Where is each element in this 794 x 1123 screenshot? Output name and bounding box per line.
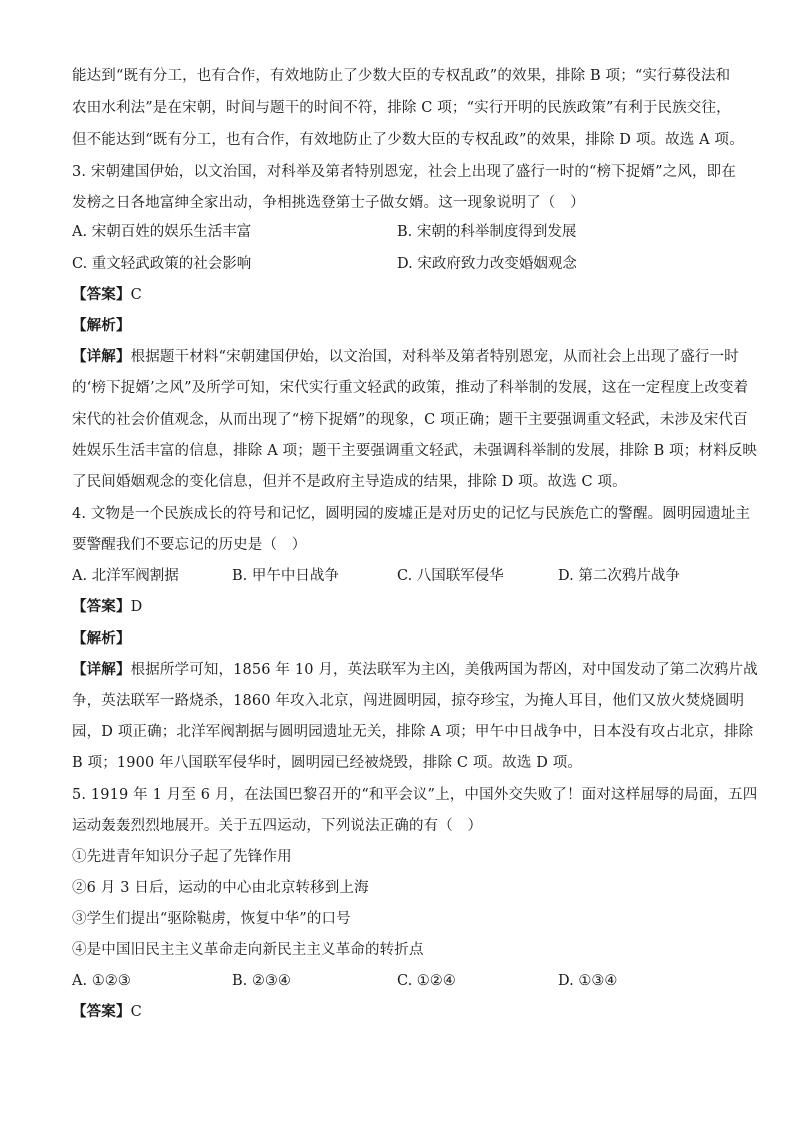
detail-tag: 【详解】	[72, 661, 131, 678]
question-5-stem: 5. 1919 年 1 月至 6 月，在法国巴黎召开的“和平会议”上，中国外交失败了！面对这样屈辱的局面，五四	[72, 787, 758, 803]
text-line: 争，英法联军一路烧杀，1860 年攻入北京，闯进圆明园，掠夺珍宝，为掩人耳目，他们又放火焚烧圆明	[72, 693, 745, 709]
question-4-stem: 4. 文物是一个民族成长的符号和记忆，圆明园的废墟正是对历史的记忆与民族危亡的警醒。圆明园遗址主	[72, 506, 751, 522]
question-4-stem: 要警醒我们不要忘记的历史是（ ）	[72, 537, 307, 553]
text-line: 了民间婚姻观念的变化信息，但并不是政府主导造成的结果，排除 D 项。故选 C 项。	[72, 474, 627, 490]
q3-option-d: D. 宋政府致力改变婚姻观念	[397, 256, 577, 272]
q4-detail	[72, 660, 758, 680]
q4-option-a: A. 北洋军阀割据	[72, 568, 179, 584]
detail-text: 根据所学可知，1856 年 10 月，英法联军为主凶，美俄两国为帮凶，对中国发动了第二次鸦片战	[130, 662, 758, 678]
q4-option-d: D. 第二次鸦片战争	[558, 568, 680, 584]
answer-tag: 【答案】	[72, 286, 131, 303]
text-line: 农田水利法”是在宋朝，时间与题干的时间不符，排除 C 项；“实行开明的民族政策”有利于民族交往，	[72, 100, 731, 116]
q3-option-b: B. 宋朝的科举制度得到发展	[397, 224, 577, 240]
question-3-stem: 发榜之日各地富绅全家出动，争相挑选登第士子做女婿。这一现象说明了（ ）	[72, 195, 585, 211]
text-line: 园，D 项正确；北洋军阀割据与圆明园遗址无关，排除 A 项；甲午中日战争中，日本没有攻占北京，排除	[72, 724, 754, 740]
question-3-stem: 3. 宋朝建国伊始，以文治国，对科举及第者特别恩宠，社会上出现了盛行一时的“榜下捉婿”之风，即在	[72, 164, 736, 180]
q5-option-d: D. ①③④	[558, 973, 618, 989]
analysis-tag: 【解析】	[72, 317, 131, 334]
q5-option-c: C. ①②④	[397, 973, 456, 989]
answer-value: C	[130, 1004, 142, 1020]
q5-item: ④是中国旧民主主义革命走向新民主主义革命的转折点	[72, 942, 424, 958]
q4-option-b: B. 甲午中日战争	[232, 568, 339, 584]
text-line: 的‘榜下捉婿’之风”及所学可知，宋代实行重文轻武的政策，推动了科举制的发展，这在一定程度上改变着	[72, 380, 749, 396]
q5-item: ②6 月 3 日后，运动的中心由北京转移到上海	[72, 880, 369, 896]
detail-tag: 【详解】	[72, 348, 131, 365]
q5-answer	[72, 1002, 722, 1022]
text-line: 能达到“既有分工，也有合作，有效地防止了少数大臣的专权乱政”的效果，排除 B 项；“实行募役法和	[72, 68, 731, 84]
q5-option-b: B. ②③④	[232, 973, 291, 989]
q3-answer	[72, 285, 722, 305]
text-line: 但不能达到“既有分工，也有合作，有效地防止了少数大臣的专权乱政”的效果，排除 D 项。故选 A 项。	[72, 132, 744, 148]
answer-tag: 【答案】	[72, 1003, 131, 1020]
q3-analysis-tag	[72, 316, 722, 336]
answer-value: D	[130, 599, 143, 615]
answer-tag: 【答案】	[72, 598, 131, 615]
q5-item: ①先进青年知识分子起了先锋作用	[72, 849, 292, 865]
analysis-tag: 【解析】	[72, 630, 131, 647]
q3-option-a: A. 宋朝百姓的娱乐生活丰富	[72, 224, 252, 240]
question-5-stem: 运动轰轰烈烈地展开。关于五四运动，下列说法正确的有（ ）	[72, 818, 483, 834]
answer-value: C	[130, 287, 142, 303]
q4-option-c: C. 八国联军侵华	[397, 568, 504, 584]
q4-answer	[72, 597, 722, 617]
text-line: B 项；1900 年八国联军侵华时，圆明园已经被烧毁，排除 C 项。故选 D 项。	[72, 755, 583, 771]
q5-item: ③学生们提出“驱除鞑虏，恢复中华”的口号	[72, 911, 351, 927]
q3-option-c: C. 重文轻武政策的社会影响	[72, 256, 252, 272]
q5-option-a: A. ①②③	[72, 973, 131, 989]
q4-analysis-tag	[72, 629, 722, 649]
detail-text: 根据题干材料“宋朝建国伊始，以文治国，对科举及第者特别恩宠，从而社会上出现了盛行一时	[130, 349, 739, 365]
q3-detail	[72, 347, 739, 367]
text-line: 姓娱乐生活丰富的信息，排除 A 项；题干主要强调重文轻武，未强调科举制的发展，排除 B 项；材料反映	[72, 443, 758, 459]
text-line: 宋代的社会价值观念，从而出现了“榜下捉婿”的现象，C 项正确；题干主要强调重文轻武，未涉及宋代百	[72, 412, 748, 428]
